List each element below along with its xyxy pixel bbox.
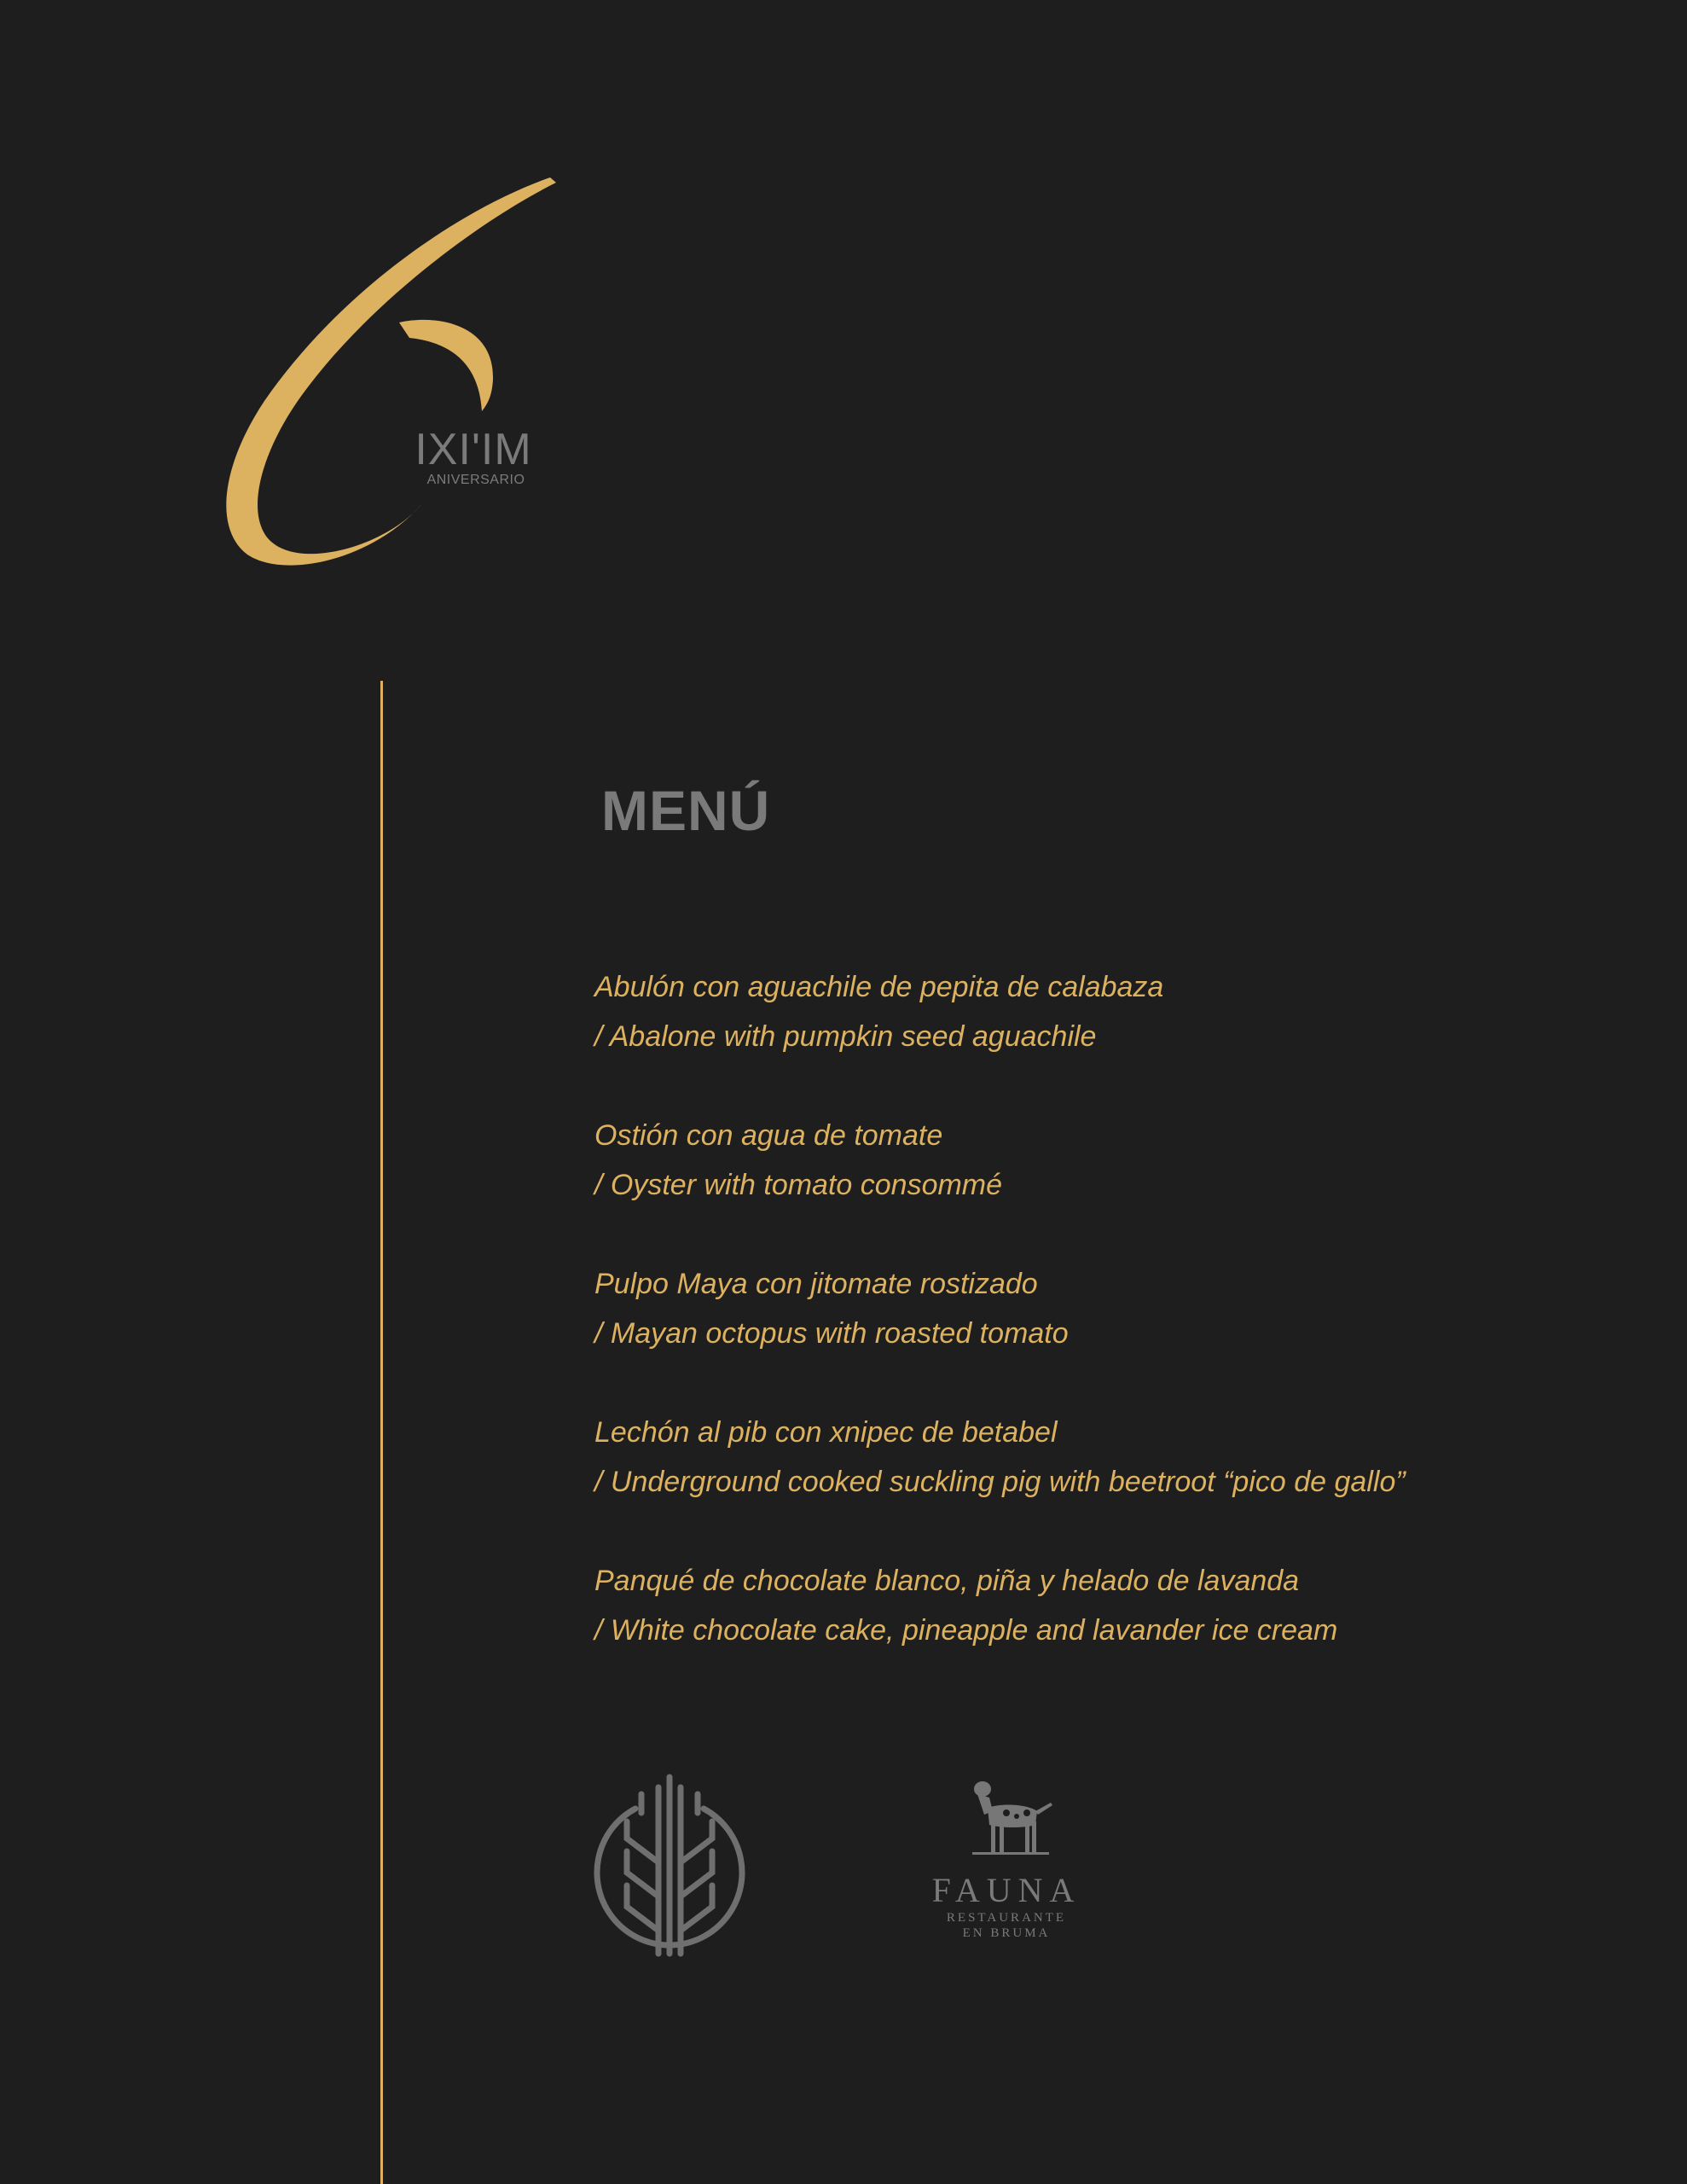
menu-item-english: / White chocolate cake, pineapple and lavander ice cream: [594, 1614, 1338, 1647]
menu-item: [594, 1556, 1661, 1655]
menu-item-spanish: Panqué de chocolate blanco, piña y helado de lavanda: [594, 1565, 1300, 1597]
fauna-name: FAUNA: [931, 1871, 1081, 1909]
fauna-logo: [913, 1777, 1100, 1956]
fauna-subtitle-2: EN BRUMA: [962, 1926, 1051, 1940]
menu-item-english: / Abalone with pumpkin seed aguachile: [594, 1020, 1097, 1053]
menu-list: [594, 962, 1661, 1705]
dog-icon: [955, 1777, 1058, 1862]
logo-name: IXI'IM: [415, 425, 532, 474]
logo-wordmark: [401, 427, 546, 488]
partner-logos: [588, 1770, 1186, 1958]
menu-item-english: / Oyster with tomato consommé: [594, 1169, 1003, 1201]
menu-item-english: / Underground cooked suckling pig with beetroot “pico de gallo”: [594, 1466, 1406, 1498]
ixiim-c-logo-icon: [205, 171, 563, 572]
menu-title: MENÚ: [601, 779, 771, 842]
menu-item-spanish: Abulón con aguachile de pepita de calabaza: [594, 971, 1164, 1003]
menu-item-spanish: Pulpo Maya con jitomate rostizado: [594, 1268, 1038, 1300]
menu-item: [594, 1259, 1661, 1358]
menu-item: [594, 962, 1661, 1061]
logo-subtitle: ANIVERSARIO: [426, 473, 525, 487]
gold-divider-line: [380, 681, 383, 2184]
menu-item: [594, 1408, 1661, 1507]
menu-item-spanish: Lechón al pib con xnipec de betabel: [594, 1416, 1058, 1449]
fauna-subtitle-1: RESTAURANTE: [946, 1911, 1067, 1925]
menu-item-english: / Mayan octopus with roasted tomato: [594, 1317, 1069, 1350]
menu-item-spanish: Ostión con agua de tomate: [594, 1119, 943, 1152]
menu-item: [594, 1111, 1661, 1210]
wheat-icon: [588, 1770, 751, 1958]
